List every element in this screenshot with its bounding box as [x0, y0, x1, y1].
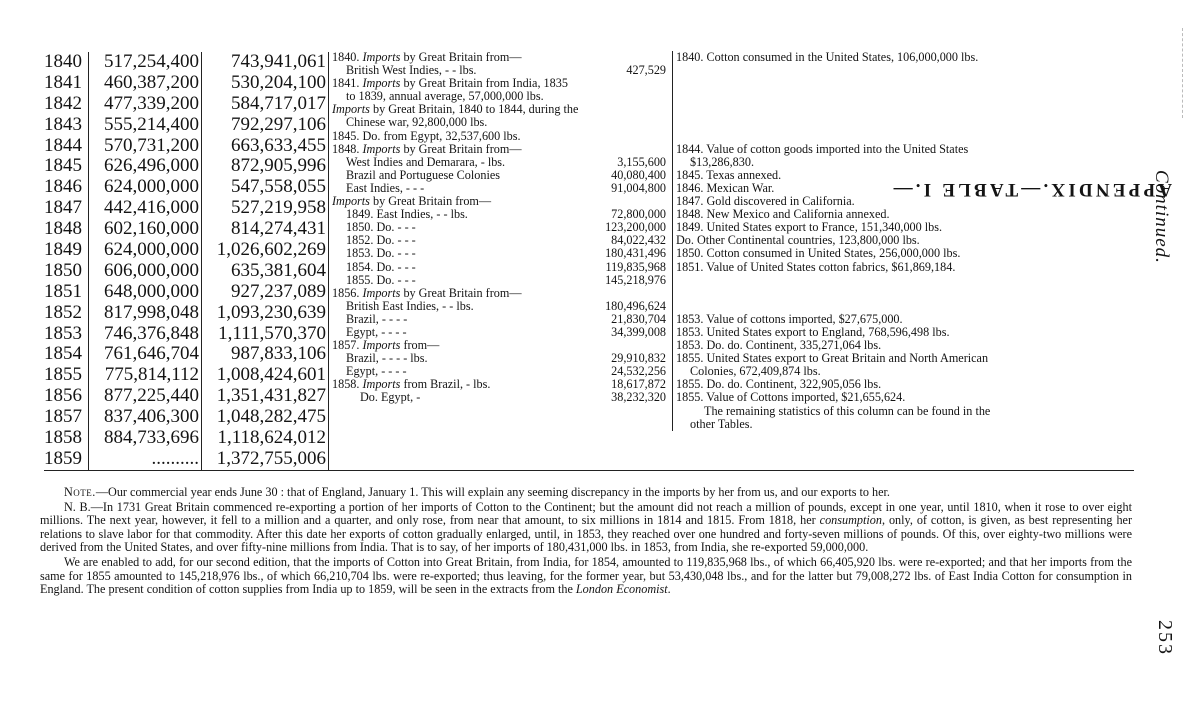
- year-cell: 1852: [44, 301, 82, 323]
- imports-amount: 18,617,872: [611, 378, 666, 392]
- imports-amount: 119,835,968: [605, 260, 666, 274]
- event-line: 1844. Value of cotton goods imported into the United States: [676, 142, 969, 156]
- imports-line-text-post: by Great Britain from—: [400, 142, 522, 156]
- production-cell: 817,998,048: [104, 301, 199, 323]
- nb-emphasis: consumption: [819, 513, 882, 528]
- imports-line-text: 1857.: [332, 339, 363, 353]
- value-cell: 1,093,230,639: [216, 301, 326, 323]
- event-line: 1853. Value of cottons imported, $27,675,000.: [676, 312, 903, 326]
- production-cell: 746,376,848: [104, 322, 199, 344]
- imports-line-label: [346, 365, 407, 378]
- imports-line-text-post: by Great Britain from—: [400, 286, 522, 300]
- production-cell: 442,416,000: [104, 197, 199, 219]
- imports-amount: 21,830,704: [611, 312, 666, 326]
- event-line: 1849. United States export to France, 151,340,000 lbs.: [676, 221, 943, 235]
- imports-line-text-post: by Great Britain, 1840 to 1844, during the: [369, 103, 579, 117]
- imports-line-text-post: by Great Britain from—: [400, 51, 522, 64]
- imports-line: [332, 313, 668, 326]
- value-cell: 1,008,424,601: [216, 364, 326, 386]
- cotton-value-column: [202, 52, 329, 470]
- event-line: 1840. Cotton consumed in the United States, 106,000,000 lbs.: [676, 51, 979, 64]
- imports-line-text: to 1839, annual average, 57,000,000 lbs.: [346, 90, 544, 104]
- imports-line-label: [332, 287, 522, 300]
- note-commercial-year: [40, 486, 1132, 500]
- imports-line: [332, 116, 668, 129]
- imports-amount: 91,004,800: [611, 181, 666, 195]
- value-cell: 635,381,604: [231, 259, 326, 281]
- edition-emphasis: London Economist: [575, 582, 668, 597]
- imports-amount: 38,232,320: [611, 391, 666, 405]
- imports-line: [332, 287, 668, 300]
- imports-line-label: [332, 77, 568, 90]
- imports-line: [332, 378, 668, 391]
- value-cell: 1,118,624,012: [217, 427, 326, 449]
- imports-line-text: British West Indies, - - lbs.: [346, 64, 477, 78]
- imports-line-text: Egypt, - - - -: [346, 325, 407, 339]
- edition-text-1: We are enabled to add, for our second edition, that the imports of Cotton into Great Britain, from India, for 1854, amounted to 119,835,968 lbs., of which 66,405,920 lbs. were re-exported; and that her imports from the same for 1855 amounted to 145,218,976 lbs., of which 66,210,704 lbs. were re-exported; thus leaving, for the former year, but 53,430,048 lbs., and for the latter but 79,008,272 lbs. of East India Cotton for consumption in England. The present condition of cotton supplies from India up to 1859, will be seen in the extracts from the: [40, 554, 1132, 597]
- note-text: —Our commercial year ends June 30 : that of England, January 1. This will explain any seeming discrepancy in the imports by her from us, and our exports to her.: [95, 485, 890, 499]
- production-cell: 624,000,000: [104, 176, 199, 198]
- imports-line-text-post: from—: [400, 339, 440, 353]
- value-cell: 743,941,061: [231, 51, 326, 72]
- imports-line-text: 1840.: [332, 51, 363, 64]
- year-cell: 1843: [44, 113, 82, 135]
- imports-line-label: [332, 339, 439, 352]
- margin-mark: [1182, 28, 1197, 118]
- year-cell: 1845: [44, 155, 82, 177]
- imports-amount: 145,218,976: [605, 273, 666, 287]
- imports-line-label: [346, 247, 416, 260]
- imports-line-text: 1850. Do. - - -: [346, 221, 416, 235]
- year-cell: 1853: [44, 322, 82, 344]
- nb-text-1: N. B.—In 1731 Great Britain commenced re-exporting a portion of her imports of Cotton to the Continent; but the amount did not reach a million of pounds, except in one year, until 1810, when it rose to over eight millions. The next year, however, it fell to a million and a quarter, and only rose, from near that amount, to six millions in 1814 and 1815. From 1818, her: [40, 499, 1132, 528]
- imports-line-label: [360, 391, 420, 404]
- imports-line-emphasis: Imports: [362, 286, 401, 300]
- year-column: [44, 52, 89, 470]
- page-number-text: 253: [1154, 620, 1176, 656]
- value-cell: 547,558,055: [231, 176, 326, 198]
- running-head: [890, 170, 1172, 550]
- value-cell: 584,717,017: [231, 92, 326, 114]
- imports-line: [332, 274, 668, 287]
- year-cell: 1842: [44, 92, 82, 114]
- year-cell: 1841: [44, 71, 82, 93]
- imports-amount: 3,155,600: [617, 155, 666, 169]
- imports-line-text: 1848.: [332, 142, 363, 156]
- events-column: [672, 51, 1136, 431]
- year-cell: 1848: [44, 218, 82, 240]
- event-line: [676, 130, 1136, 143]
- year-cell: 1846: [44, 176, 82, 198]
- imports-line-emphasis: Imports: [332, 195, 370, 209]
- imports-line: [332, 391, 668, 404]
- production-cell: 606,000,000: [104, 259, 199, 281]
- imports-line: [332, 247, 668, 260]
- imports-line: [332, 51, 668, 64]
- imports-line-text-post: from Brazil, - lbs.: [400, 378, 491, 392]
- value-cell: 527,219,958: [231, 197, 326, 219]
- production-cell: 626,496,000: [104, 155, 199, 177]
- imports-amount: 40,080,400: [611, 168, 666, 182]
- event-line: [676, 103, 1136, 116]
- page-number: [1146, 620, 1176, 680]
- imports-line: [332, 326, 668, 339]
- production-cell: 555,214,400: [104, 113, 199, 135]
- imports-line-label: [332, 103, 578, 116]
- event-line: 1851. Value of United States cotton fabrics, $61,869,184.: [676, 260, 956, 274]
- production-cell: 602,160,000: [104, 218, 199, 240]
- year-cell: 1850: [44, 259, 82, 281]
- production-cell: 761,646,704: [104, 343, 199, 365]
- event-line: [676, 90, 1136, 103]
- production-cell: 517,254,400: [104, 51, 199, 72]
- production-cell: 477,339,200: [104, 92, 199, 114]
- imports-line-emphasis: Imports: [362, 51, 401, 64]
- production-cell: 624,000,000: [104, 239, 199, 261]
- imports-line-label: [346, 234, 416, 247]
- event-line: The remaining statistics of this column can be found in the: [704, 404, 991, 418]
- imports-line: [332, 130, 668, 143]
- note-nb: [40, 501, 1132, 555]
- imports-line: [332, 352, 668, 365]
- value-cell: 530,204,100: [231, 71, 326, 93]
- value-cell: 987,833,106: [231, 343, 326, 365]
- imports-line-emphasis: Imports: [362, 378, 401, 392]
- imports-line-label: [346, 208, 468, 221]
- imports-line-label: [332, 51, 522, 64]
- imports-line-label: [346, 326, 407, 339]
- imports-line-text: 1853. Do. - - -: [346, 247, 416, 261]
- running-head-title: APPENDIX.—TABLE I.—: [890, 179, 1172, 200]
- imports-line-text: Brazil, - - - - lbs.: [346, 352, 428, 366]
- imports-amount: 123,200,000: [605, 221, 666, 235]
- imports-line-emphasis: Imports: [362, 142, 401, 156]
- imports-line-text: West Indies and Demarara, - lbs.: [346, 155, 506, 169]
- imports-line-label: [332, 143, 522, 156]
- imports-line-label: [332, 130, 521, 143]
- imports-line-label: [346, 313, 407, 326]
- year-cell: 1844: [44, 134, 82, 156]
- event-line: 1853. Do. do. Continent, 335,271,064 lbs.: [676, 339, 882, 353]
- nb-text-2: , only, of cotton, is given, as best representing her relations to slave labor for that commodity. After this date her exports of cotton gradually enlarged, until, in 1853, they reached over one hundred and forty-seven millions of pounds. Of this, over eighty-two millions were derived from the United States, and over fifty-nine millions from India. That is to say, of her imports of 180,431,000 lbs. in 1853, from India, she re-exported 59,000,000.: [40, 513, 1133, 555]
- imports-line: [332, 64, 668, 77]
- value-cell: 814,274,431: [231, 218, 326, 240]
- imports-line: [332, 90, 668, 103]
- imports-line-text: 1841.: [332, 77, 363, 91]
- imports-line-label: [346, 182, 424, 195]
- event-line: [676, 300, 1136, 313]
- value-cell: 872,905,996: [231, 155, 326, 177]
- imports-line-text: Do. Egypt, -: [360, 391, 421, 405]
- imports-line-text: 1858.: [332, 378, 363, 392]
- event-line: [676, 274, 1136, 287]
- imports-line: [332, 169, 668, 182]
- imports-line-text: Brazil, - - - -: [346, 312, 408, 326]
- imports-line: [332, 261, 668, 274]
- imports-line-text-post: by Great Britain from—: [369, 195, 492, 209]
- event-line: 1845. Texas annexed.: [676, 168, 782, 182]
- imports-line-text: East Indies, - - -: [346, 181, 425, 195]
- note-second-edition: [40, 556, 1132, 597]
- imports-line-text: 1854. Do. - - -: [346, 260, 416, 274]
- year-cell: 1851: [44, 280, 82, 302]
- imports-line-text: 1856.: [332, 286, 363, 300]
- imports-line-text: Chinese war, 92,800,000 lbs.: [346, 116, 488, 130]
- imports-amount: 34,399,008: [611, 325, 666, 339]
- value-cell: 1,351,431,827: [216, 385, 326, 407]
- note-label: Note.: [64, 485, 96, 499]
- imports-amount: 24,532,256: [611, 365, 666, 379]
- year-cell: 1847: [44, 197, 82, 219]
- imports-line: [332, 234, 668, 247]
- event-line: [676, 287, 1136, 300]
- year-cell: 1840: [44, 51, 82, 72]
- event-line: 1855. Do. do. Continent, 322,905,056 lbs.: [676, 378, 882, 392]
- imports-column: [332, 51, 668, 405]
- imports-line: [332, 182, 668, 195]
- production-cell: 648,000,000: [104, 280, 199, 302]
- imports-line: [332, 103, 668, 116]
- value-cell: 927,237,089: [231, 280, 326, 302]
- event-line: 1855. Value of Cottons imported, $21,655,624.: [676, 391, 906, 405]
- production-cell: 884,733,696: [104, 427, 199, 449]
- imports-line-text: Brazil and Portuguese Colonies: [346, 168, 501, 182]
- year-cell: 1857: [44, 406, 82, 428]
- event-line: 1846. Mexican War.: [676, 181, 775, 195]
- year-cell: 1856: [44, 385, 82, 407]
- imports-line: [332, 221, 668, 234]
- event-line: [676, 116, 1136, 129]
- production-cell: ..........: [151, 447, 199, 469]
- imports-line-text: British East Indies, - - lbs.: [346, 299, 474, 313]
- imports-line-label: [346, 64, 476, 77]
- value-cell: 663,633,455: [231, 134, 326, 156]
- event-line: 1855. United States export to Great Britain and North American: [676, 352, 989, 366]
- value-cell: 792,297,106: [231, 113, 326, 135]
- event-line: 1848. New Mexico and California annexed.: [676, 208, 890, 222]
- imports-amount: 180,496,624: [605, 299, 666, 313]
- imports-line-label: [346, 352, 428, 365]
- imports-line: [332, 195, 668, 208]
- event-line: 1850. Cotton consumed in United States, 256,000,000 lbs.: [676, 247, 961, 261]
- year-cell: 1854: [44, 343, 82, 365]
- value-cell: 1,111,570,370: [218, 322, 326, 344]
- imports-amount: 427,529: [626, 64, 666, 78]
- imports-line-text: 1852. Do. - - -: [346, 234, 416, 248]
- production-cell: 570,731,200: [104, 134, 199, 156]
- imports-line-label: [332, 195, 491, 208]
- value-cell: 1,048,282,475: [216, 406, 326, 428]
- imports-line: [332, 365, 668, 378]
- imports-amount: 180,431,496: [605, 247, 666, 261]
- value-cell: 1,026,602,269: [216, 239, 326, 261]
- production-cell: 837,406,300: [104, 406, 199, 428]
- year-cell: 1849: [44, 239, 82, 261]
- year-cell: 1859: [44, 447, 82, 469]
- imports-line-label: [346, 221, 416, 234]
- imports-line-label: [346, 116, 487, 129]
- imports-line: [332, 156, 668, 169]
- imports-line-text: 1845. Do. from Egypt, 32,537,600 lbs.: [332, 129, 521, 143]
- imports-line-label: [346, 261, 416, 274]
- imports-line: [332, 339, 668, 352]
- production-cell: 460,387,200: [104, 71, 199, 93]
- event-line: [676, 77, 1136, 90]
- edition-text-2: .: [667, 582, 671, 597]
- imports-line-label: [346, 156, 505, 169]
- event-line: other Tables.: [690, 417, 753, 431]
- event-line: 1853. United States export to England, 768,596,498 lbs.: [676, 325, 950, 339]
- imports-line: [332, 208, 668, 221]
- imports-line-label: [346, 90, 544, 103]
- year-cell: 1858: [44, 427, 82, 449]
- event-line: Colonies, 672,409,874 lbs.: [690, 365, 821, 379]
- imports-line-text-post: by Great Britain from India, 1835: [400, 77, 568, 91]
- imports-amount: 29,910,832: [611, 352, 666, 366]
- imports-line-emphasis: Imports: [362, 77, 401, 91]
- footnotes: [40, 486, 1132, 597]
- imports-line-label: [332, 378, 490, 391]
- imports-amount: 84,022,432: [611, 234, 666, 248]
- event-line: $13,286,830.: [690, 155, 754, 169]
- imports-line-label: [346, 274, 416, 287]
- cotton-production-column: [89, 52, 202, 470]
- imports-line-label: [346, 169, 500, 182]
- running-head-continued: Continued.: [1151, 170, 1172, 264]
- imports-amount: 72,800,000: [611, 208, 666, 222]
- imports-line-text: 1849. East Indies, - - lbs.: [346, 208, 468, 222]
- imports-line: [332, 300, 668, 313]
- imports-line-emphasis: Imports: [332, 103, 370, 117]
- table-bottom-rule: [44, 470, 1134, 471]
- event-line: Do. Other Continental countries, 123,800,000 lbs.: [676, 234, 920, 248]
- imports-line: [332, 143, 668, 156]
- imports-line-text: Egypt, - - - -: [346, 365, 407, 379]
- production-cell: 877,225,440: [104, 385, 199, 407]
- event-line: [676, 64, 1136, 77]
- imports-line: [332, 77, 668, 90]
- imports-line-text: 1855. Do. - - -: [346, 273, 416, 287]
- event-line: 1847. Gold discovered in California.: [676, 195, 855, 209]
- production-cell: 775,814,112: [104, 364, 199, 386]
- imports-line-label: [346, 300, 474, 313]
- year-cell: 1855: [44, 364, 82, 386]
- value-cell: 1,372,755,006: [216, 447, 326, 469]
- imports-line-emphasis: Imports: [362, 339, 401, 353]
